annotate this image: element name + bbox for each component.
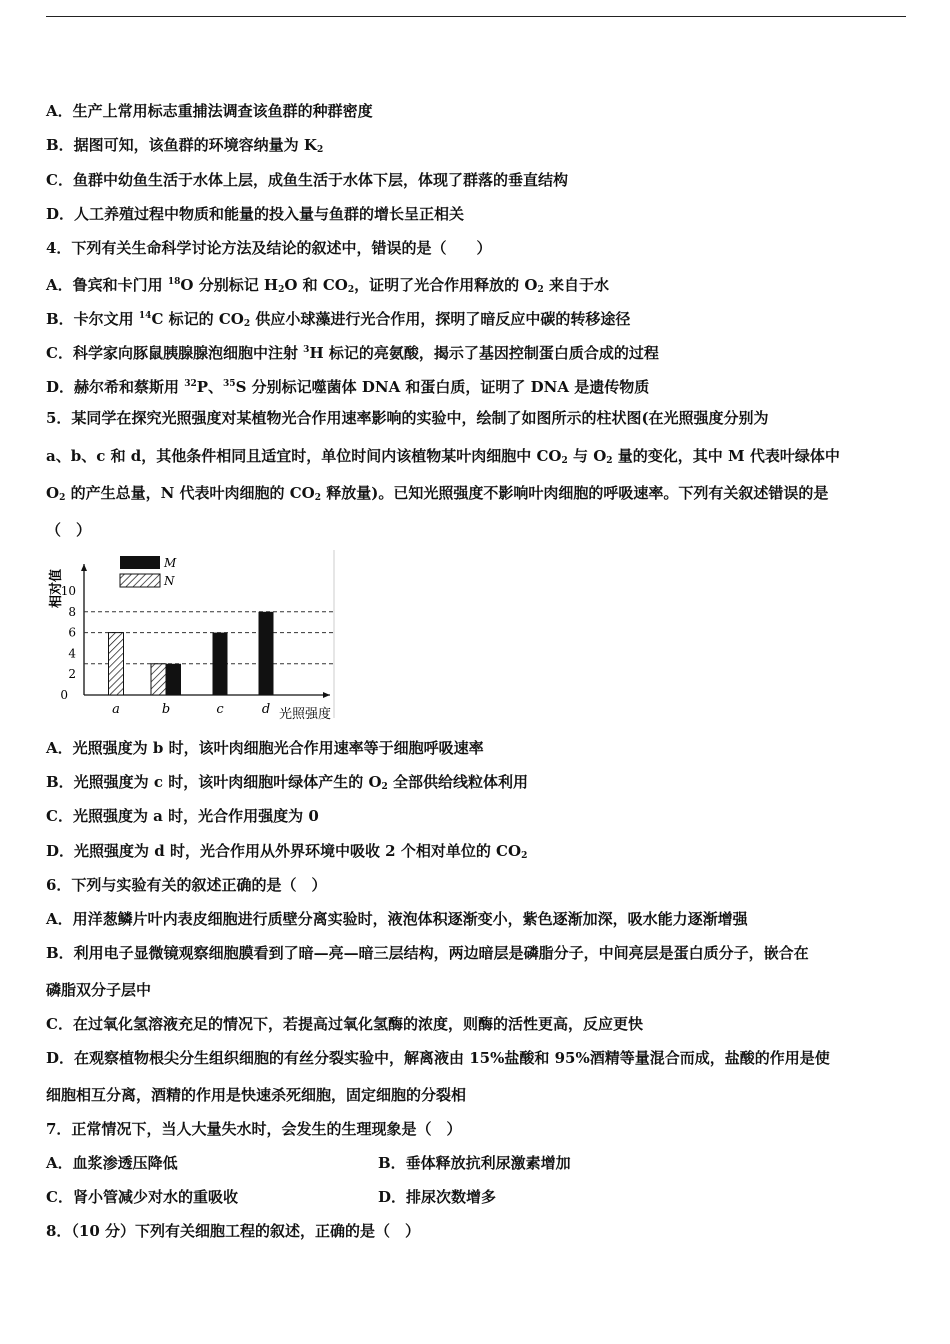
option-6d-line2: 细胞相互分离，酒精的作用是快速杀死细胞，固定细胞的分裂相 (46, 1086, 467, 1104)
option-7a: A．血浆渗透压降低 (46, 1154, 178, 1172)
option-4c: C．科学家向豚鼠胰腺腺泡细胞中注射 $^3$H 标记的亮氨酸，揭示了基因控制蛋白质合成的过程 (46, 344, 659, 362)
option-5b: B．光照强度为 c 时，该叶肉细胞叶绿体产生的 $O_2$ 全部供给线粒体利用 (46, 773, 529, 792)
bar-m-d (259, 612, 274, 695)
option-6b-line2: 磷脂双分子层中 (46, 981, 152, 999)
option-5a: A．光照强度为 b 时，该叶肉细胞光合作用速率等于细胞呼吸速率 (46, 739, 484, 757)
x-category-label: d (261, 702, 271, 717)
option-6d-line1: D．在观察植物根尖分生组织细胞的有丝分裂实验中，解离液由 15%盐酸和 95%酒精等量混合而成，盐酸的作用是使 (46, 1049, 830, 1067)
bar-n-a (109, 633, 124, 695)
x-category-label: b (161, 702, 171, 717)
x-category-label: c (216, 702, 224, 717)
option-3b: B．据图可知，该鱼群的环境容纳量为 $K_2$ (46, 136, 324, 155)
question-8: 8．（10 分）下列有关细胞工程的叙述，正确的是（ ） (46, 1222, 421, 1240)
legend-label-m: M (164, 556, 177, 570)
y-tick-label: 6 (68, 625, 76, 640)
option-3c: C．鱼群中幼鱼生活于水体上层，成鱼生活于水体下层，体现了群落的垂直结构 (46, 171, 568, 189)
question-5-line4: （ ） (46, 521, 92, 539)
option-6b-line1: B．利用电子显微镜观察细胞膜看到了暗—亮—暗三层结构，两边暗层是磷脂分子，中间亮层是蛋白质分子，嵌合在 (46, 944, 809, 962)
bar-m-c (213, 633, 228, 695)
x-axis-label: 光照强度 (279, 707, 332, 722)
question-4: 4．下列有关生命科学讨论方法及结论的叙述中，错误的是（ ） (46, 239, 492, 257)
question-5-line2: a、b、c 和 d，其他条件相同且适宜时，单位时间内该植物某叶肉细胞中 $CO_2$ 与 $O_2$ 量的变化，其中 M 代表叶绿体中 (46, 447, 840, 466)
option-4d: D．赫尔希和蔡斯用 $^{32}$P、$^{35}$S 分别标记噬菌体 DNA 和蛋白质，证明了 DNA 是遗传物质 (46, 378, 650, 396)
legend-swatch-n (120, 574, 160, 587)
x-category-label: a (112, 702, 120, 717)
question-5-line1: 5．某同学在探究光照强度对某植物光合作用速率影响的实验中，绘制了如图所示的柱状图(在光照强度分别为 (46, 409, 769, 427)
legend-swatch-m (120, 556, 160, 569)
option-3a: A．生产上常用标志重捕法调查该鱼群的种群密度 (46, 102, 373, 120)
y-axis-label: 相对值 (49, 568, 64, 608)
option-7b: B．垂体释放抗利尿激素增加 (378, 1154, 571, 1172)
bar-m-b (166, 664, 181, 695)
option-6c: C．在过氧化氢溶液充足的情况下，若提高过氧化氢酶的浓度，则酶的活性更高，反应更快 (46, 1015, 643, 1033)
question-6: 6．下列与实验有关的叙述正确的是（ ） (46, 876, 327, 894)
option-4b: B．卡尔文用 $^{14}$C 标记的 $CO_2$ 供应小球藻进行光合作用，探明了暗反应中碳的转移途径 (46, 310, 631, 329)
bar-chart-figure (44, 548, 338, 722)
y-tick-label: 8 (68, 604, 76, 619)
option-4a: A．鲁宾和卡门用 $^{18}$O 分别标记 $H_2O$ 和 $CO_2$，证明了光合作用释放的 $O_2$ 来自于水 (46, 276, 609, 295)
option-5d: D．光照强度为 d 时，光合作用从外界环境中吸收 2 个相对单位的 $CO_2$ (46, 842, 528, 861)
option-3d: D．人工养殖过程中物质和能量的投入量与鱼群的增长呈正相关 (46, 205, 465, 223)
header-rule (46, 16, 906, 17)
option-6a: A．用洋葱鳞片叶内表皮细胞进行质壁分离实验时，液泡体积逐渐变小，紫色逐渐加深，吸水能力逐渐增强 (46, 910, 748, 928)
legend-label-n: N (164, 574, 175, 588)
y-tick-label: 2 (68, 667, 76, 682)
option-5c: C．光照强度为 a 时，光合作用强度为 0 (46, 807, 319, 825)
option-7d: D．排尿次数增多 (378, 1188, 497, 1206)
y-tick-label: 0 (60, 688, 68, 702)
question-7: 7．正常情况下，当人大量失水时，会发生的生理现象是（ ） (46, 1120, 462, 1138)
question-5-line3: $O_2$ 的产生总量，N 代表叶肉细胞的 $CO_2$ 释放量)。已知光照强度不影响叶肉细胞的呼吸速率。下列有关叙述错误的是 (46, 484, 829, 503)
bar-n-b (151, 664, 166, 695)
y-tick-label: 10 (60, 584, 76, 598)
y-tick-label: 4 (68, 646, 76, 661)
option-7c: C．肾小管减少对水的重吸收 (46, 1188, 238, 1206)
bar-chart (44, 548, 338, 722)
